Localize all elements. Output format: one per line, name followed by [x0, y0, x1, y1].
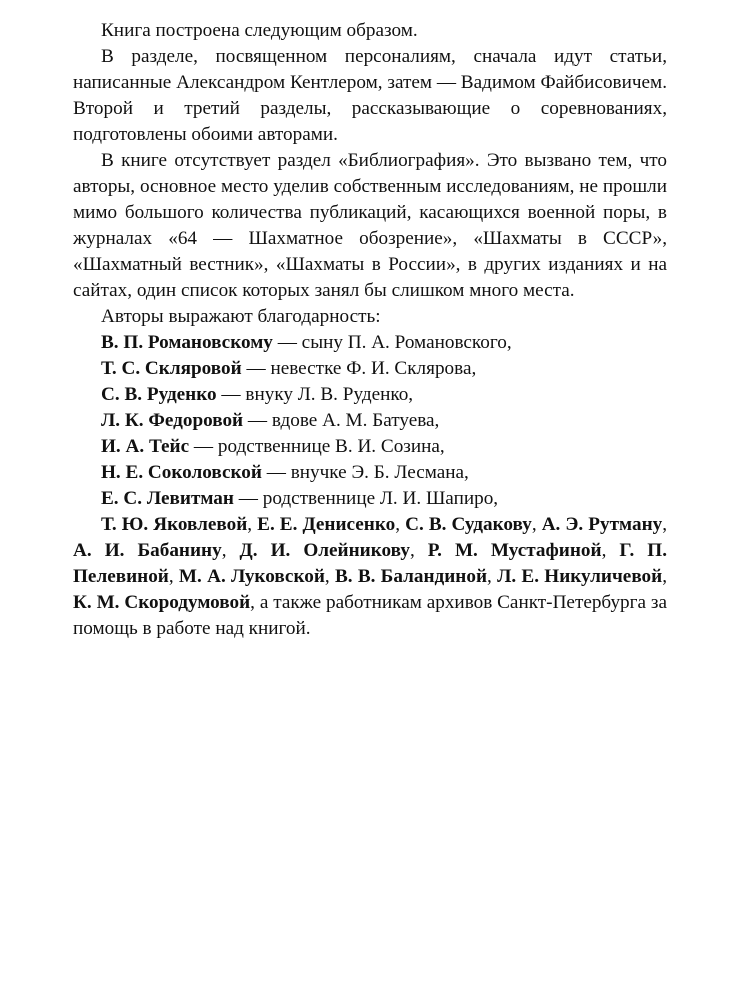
final-separator: ,	[247, 514, 258, 535]
paragraph-intro: Книга построена следующим образом.	[101, 20, 418, 41]
final-name: С. В. Судакову	[405, 514, 532, 535]
text-body	[73, 18, 667, 642]
thanks-relation: — внучке Э. Б. Лесмана,	[261, 462, 469, 483]
final-name: А. Э. Рутману	[541, 514, 663, 535]
thanks-name: Н. Е. Соколовской	[101, 462, 262, 483]
thanks-name: Л. К. Федоровой	[101, 410, 244, 431]
thanks-relation: — внуку Л. В. Руденко,	[216, 384, 414, 405]
final-separator: ,	[409, 540, 428, 561]
final-separator: ,	[601, 540, 620, 561]
final-name: А. И. Бабанину	[73, 540, 222, 561]
thanks-name: В. П. Романовскому	[101, 332, 273, 353]
thanks-line	[73, 460, 667, 486]
thanks-line	[73, 356, 667, 382]
final-separator: ,	[662, 566, 668, 587]
final-name: Л. Е. Никуличевой	[497, 566, 663, 587]
final-separator: ,	[168, 566, 179, 587]
final-separator: ,	[662, 514, 668, 535]
final-name: К. М. Скородумовой	[73, 592, 251, 613]
paragraph-sections: В разделе, посвященном персоналиям, сначала идут статьи, написанные Александром Кентлером, затем — Вадимом Файбисовичем. Второй и третий разделы, рассказывающие о соревнованиях, подготовлены обоими авторами.	[73, 46, 667, 145]
thanks-relation: — родственнице Л. И. Шапиро,	[233, 488, 499, 509]
thanks-line	[73, 434, 667, 460]
paragraph-thanks-intro: Авторы выражают благодарность:	[101, 306, 381, 327]
final-name: Е. Е. Денисенко	[257, 514, 396, 535]
thanks-relation: — сыну П. А. Романовского,	[272, 332, 512, 353]
thanks-relation: — вдове А. М. Батуева,	[243, 410, 440, 431]
final-name: В. В. Баландиной	[334, 566, 488, 587]
final-name: Т. Ю. Яковлевой	[101, 514, 248, 535]
thanks-name: Е. С. Левитман	[101, 488, 234, 509]
final-name: Д. И. Олейникову	[239, 540, 410, 561]
thanks-line	[73, 330, 667, 356]
final-separator: ,	[531, 514, 542, 535]
thanks-name: С. В. Руденко	[101, 384, 217, 405]
final-separator: ,	[324, 566, 335, 587]
final-name: М. А. Луковской	[178, 566, 325, 587]
final-tail: , а также работникам архивов Санкт-Петербурга за помощь в работе над книгой.	[73, 592, 667, 639]
thanks-relation: — невестке Ф. И. Склярова,	[241, 358, 477, 379]
thanks-name: Т. С. Скляровой	[101, 358, 242, 379]
final-name: Г. П. Пелевиной	[73, 540, 668, 587]
thanks-line	[73, 382, 667, 408]
thanks-line	[73, 408, 667, 434]
final-separator: ,	[395, 514, 406, 535]
final-separator: ,	[487, 566, 498, 587]
final-name: Р. М. Мустафиной	[427, 540, 602, 561]
thanks-name: И. А. Тейс	[101, 436, 190, 457]
thanks-line	[73, 486, 667, 512]
final-separator: ,	[221, 540, 240, 561]
paragraph-final-thanks	[73, 512, 667, 642]
paragraph-bibliography: В книге отсутствует раздел «Библиография». Это вызвано тем, что авторы, основное место уделив собственным исследованиям, не прошли мимо большого количества публикаций, касающихся военной поры, в журналах «64 — Шахматное обозрение», «Шахматы в СССР», «Шахматный вестник», «Шахматы в России», в других изданиях и на сайтах, один список которых занял бы слишком много места.	[73, 150, 667, 301]
thanks-relation: — родственнице В. И. Созина,	[189, 436, 445, 457]
